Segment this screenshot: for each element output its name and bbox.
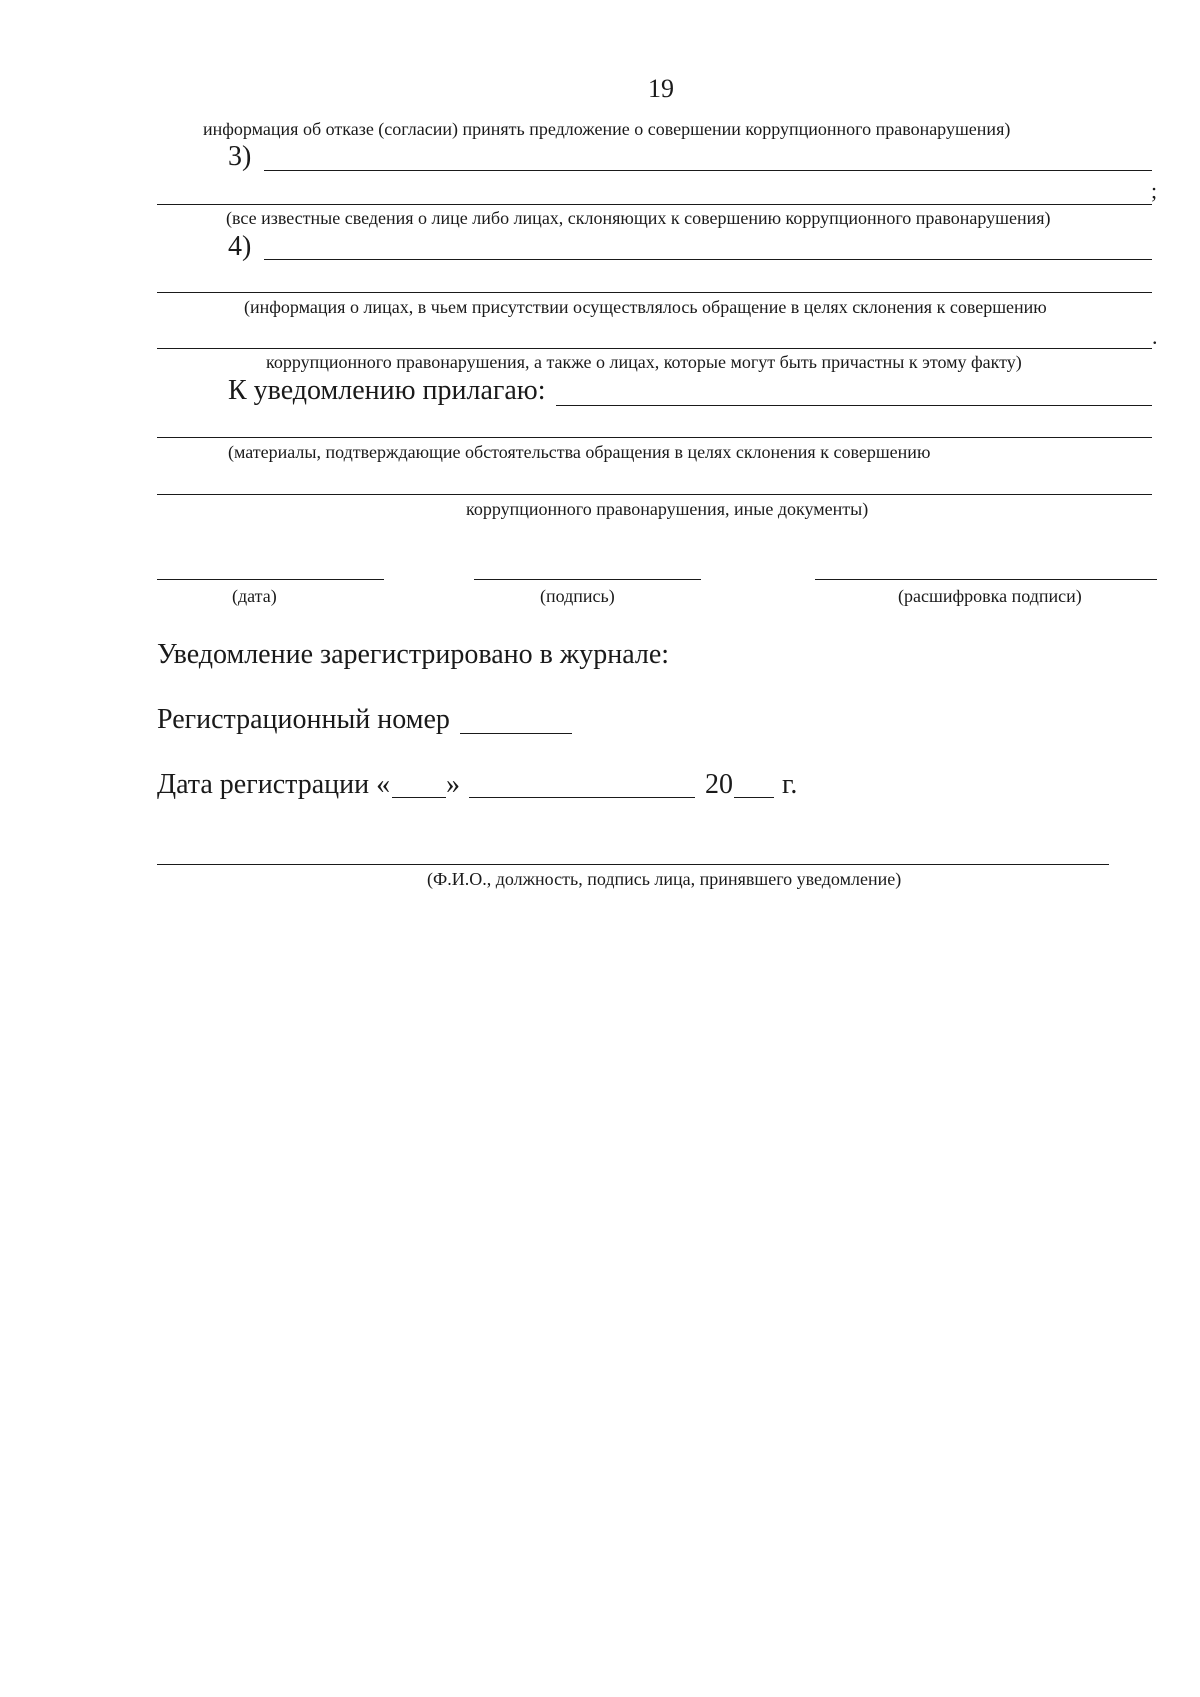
top-caption: информация об отказе (согласии) принять предложение о совершении коррупционного правонарушения)	[203, 119, 1011, 139]
attachments-label: К уведомлению прилагаю:	[228, 375, 546, 406]
attachments-fill-line-3[interactable]	[157, 494, 1152, 495]
date-line[interactable]	[157, 579, 384, 580]
item-4-fill-line-2[interactable]	[157, 292, 1152, 293]
item-3-fill-line-2[interactable]	[157, 204, 1152, 205]
decryption-caption: (расшифровка подписи)	[898, 586, 1082, 606]
signature-caption: (подпись)	[540, 586, 615, 606]
registration-year-line[interactable]	[734, 797, 774, 798]
registration-month-line[interactable]	[469, 797, 695, 798]
signature-line[interactable]	[474, 579, 701, 580]
item-4-label: 4)	[228, 231, 252, 262]
item-4-caption-line-2: коррупционного правонарушения, а также о лицах, которые могут быть причастны к этому факту)	[266, 352, 1022, 372]
item-4-end-mark: .	[1152, 324, 1158, 349]
item-3-caption: (все известные сведения о лице либо лицах, склоняющих к совершению коррупционного правонарушения)	[226, 208, 1051, 228]
attachments-fill-line-2[interactable]	[157, 437, 1152, 438]
item-3-label: 3)	[228, 141, 252, 172]
receiver-caption: (Ф.И.О., должность, подпись лица, принявшего уведомление)	[427, 869, 902, 889]
registration-year-prefix: 20	[705, 769, 733, 800]
receiver-line[interactable]	[157, 864, 1109, 865]
registration-date-quote-close: »	[446, 769, 460, 800]
item-3-fill-line[interactable]	[264, 170, 1152, 171]
registration-year-suffix: г.	[782, 769, 798, 800]
registration-heading: Уведомление зарегистрировано в журнале:	[157, 639, 670, 670]
attachments-fill-line[interactable]	[556, 405, 1152, 406]
attachments-caption-line-2: коррупционного правонарушения, иные документы)	[466, 499, 869, 519]
item-4-caption-line-1: (информация о лицах, в чьем присутствии осуществлялось обращение в целях склонения к совершению	[244, 297, 1047, 317]
registration-day-line[interactable]	[392, 797, 446, 798]
registration-date-label: Дата регистрации «	[157, 769, 391, 800]
page-number: 19	[648, 74, 674, 103]
date-caption: (дата)	[232, 586, 277, 606]
attachments-caption-line-1: (материалы, подтверждающие обстоятельства обращения в целях склонения к совершению	[228, 442, 931, 462]
item-4-fill-line[interactable]	[264, 259, 1152, 260]
decryption-line[interactable]	[815, 579, 1157, 580]
registration-number-line[interactable]	[460, 733, 572, 734]
item-4-fill-line-3[interactable]	[157, 348, 1152, 349]
registration-number-label: Регистрационный номер	[157, 704, 450, 735]
item-3-end-mark: ;	[1151, 178, 1158, 203]
